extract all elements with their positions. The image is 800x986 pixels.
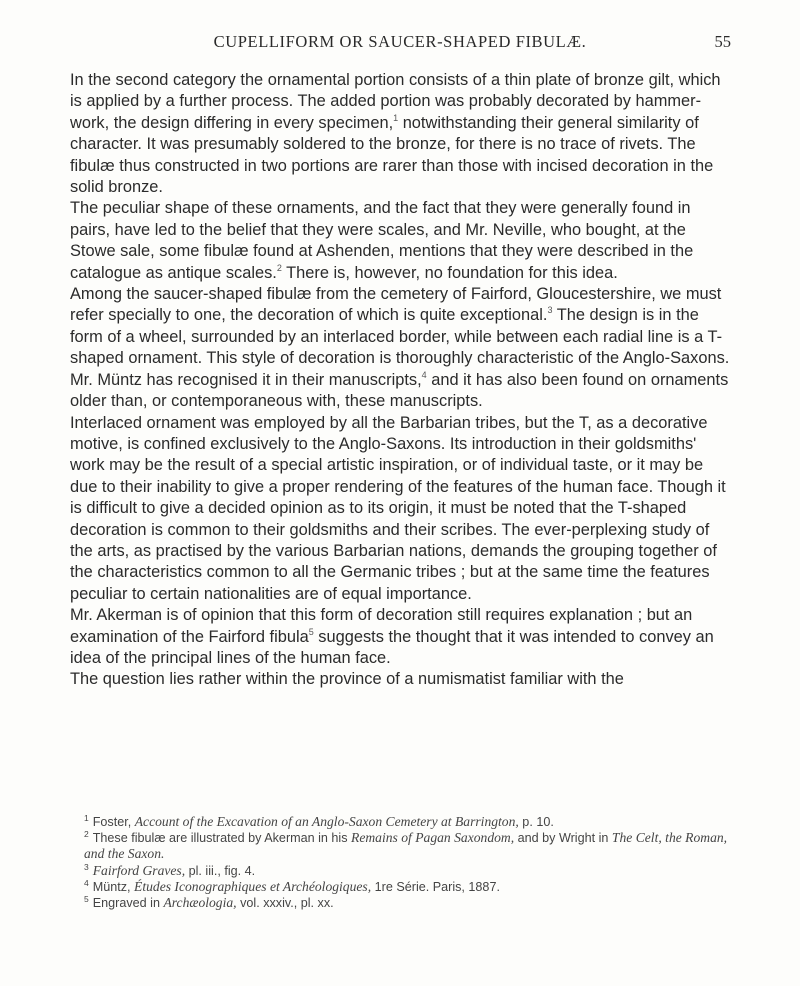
footnote-number: 4 — [84, 877, 89, 888]
paragraph-2 — [70, 198, 734, 284]
paragraph-1-text-b: notwithstanding their general similarity of character. It was presumably soldered to the bronze, for there is no trace of rivets. The fibulæ thus constructed in two portions are rarer than those with incised decoration in the solid bronze. — [70, 113, 714, 197]
paragraph-4-text-b: and it has also been found on ornaments older than, or contemporaneous with, these manuscripts. — [70, 370, 729, 411]
paragraph-4 — [70, 370, 734, 413]
paragraph-1-text-a: In the second category the ornamental portion consists of a thin plate of bronze gilt, which is applied by a further process. The added portion was probably decorated by hammer-work, the design differing in every specimen, — [70, 71, 721, 132]
footnote-title: Études Iconographiques et Archéologiques, — [134, 878, 372, 894]
footnote-text: Engraved in — [92, 896, 164, 911]
footnote-number: 3 — [84, 861, 89, 872]
running-head — [0, 32, 800, 56]
footnote-ref-4[interactable]: 4 — [421, 369, 427, 380]
footnote-number: 1 — [84, 813, 89, 823]
paragraph-6 — [70, 605, 734, 669]
body-text — [70, 70, 734, 691]
footnote-title: Archæologia, — [163, 895, 237, 911]
paragraph-3-text-a: Among the saucer-shaped fibulæ from the cemetery of Fairford, Gloucestershire, we must refer specially to one, the decoration of which is quite exceptional. — [70, 285, 722, 325]
footnote-ref-2[interactable]: 2 — [276, 262, 282, 273]
paragraph-5: Interlaced ornament was employed by all the Barbarian tribes, but the T, as a decorative motive, is confined exclusively to the Anglo-Saxons. Its introduction in their goldsmiths' work may be the result of a special artistic inspiration, or of individual taste, or it may be due to their inability to give a proper rendering of the features of the human face. Though it is difficult to give a decided opinion as to its origin, it must be noted that the T-shaped decoration is common to their goldsmiths and their scribes. The ever-perplexing study of the arts, as practised by the various Barbarian nations, demands the grouping together of the characteristics common to all the Germanic tribes ; but at the same time the features peculiar to certain nationalities are of equal importance. — [70, 413, 726, 603]
footnote-title: Remains of Pagan Saxondom, — [351, 830, 515, 846]
footnote-text: pl. iii., fig. 4. — [185, 863, 256, 878]
footnote-2 — [70, 830, 734, 862]
footnote-ref-1[interactable]: 1 — [393, 112, 399, 123]
footnote-title: Fairford Graves, — [92, 862, 186, 878]
paragraph-6-text-a: Mr. Akerman is of opinion that this form of decoration still requires explanation ; but an examination of the Fairford fibula — [70, 606, 693, 646]
paragraph-7: The question lies rather within the province of a numismatist familiar with the — [70, 670, 624, 689]
paragraph-3 — [70, 284, 734, 370]
footnote-number: 5 — [84, 894, 89, 905]
paragraph-6-text-b: suggests the thought that it was intended to convey an idea of the principal lines of the human face. — [70, 627, 714, 667]
paragraph-1 — [70, 70, 734, 198]
footnote-ref-5[interactable]: 5 — [308, 626, 314, 637]
footnote-text: These fibulæ are illustrated by Akerman in his — [92, 831, 352, 846]
footnote-text: Foster, — [92, 815, 135, 829]
running-title: CUPELLIFORM OR SAUCER-SHAPED FIBULÆ. — [213, 32, 587, 51]
footnote-title: Account of the Excavation of an Anglo-Saxon Cemetery at Barrington, — [134, 814, 519, 829]
footnote-4 — [70, 879, 734, 895]
footnote-1 — [70, 814, 734, 830]
footnotes — [70, 814, 734, 911]
footnote-5 — [70, 895, 734, 911]
footnote-3 — [70, 863, 734, 879]
paragraph-2-text-a: The peculiar shape of these ornaments, and the fact that they were generally found in pairs, have led to the belief that they were scales, and Mr. Neville, who bought, at the Stowe sale, some fibulæ found at Ashenden, mentions that they were described in the catalogue as antique scales. — [70, 199, 694, 282]
footnote-text: 1re Série. Paris, 1887. — [371, 879, 500, 894]
footnote-number: 2 — [84, 829, 89, 840]
page-number: 55 — [714, 32, 731, 51]
footnote-text: p. 10. — [518, 815, 554, 829]
paragraph-3-text-b: The design is in the form of a wheel, surrounded by an interlaced border, while between each radial line is a T-shaped ornament. This style of decoration is thoroughly characteristic of the Anglo-Saxons. — [70, 306, 730, 368]
paragraph-2-text-b: There is, however, no foundation for this idea. — [281, 263, 618, 282]
footnote-text: and by Wright in — [514, 831, 612, 846]
footnote-ref-3[interactable]: 3 — [547, 305, 553, 316]
paragraph-4-text-a: Mr. Müntz has recognised it in their manuscripts, — [70, 370, 422, 389]
footnote-text: vol. xxxiv., pl. xx. — [236, 896, 334, 911]
footnote-title: The Celt, the Roman, and the Saxon. — [84, 830, 728, 862]
footnote-text: Müntz, — [92, 879, 135, 894]
